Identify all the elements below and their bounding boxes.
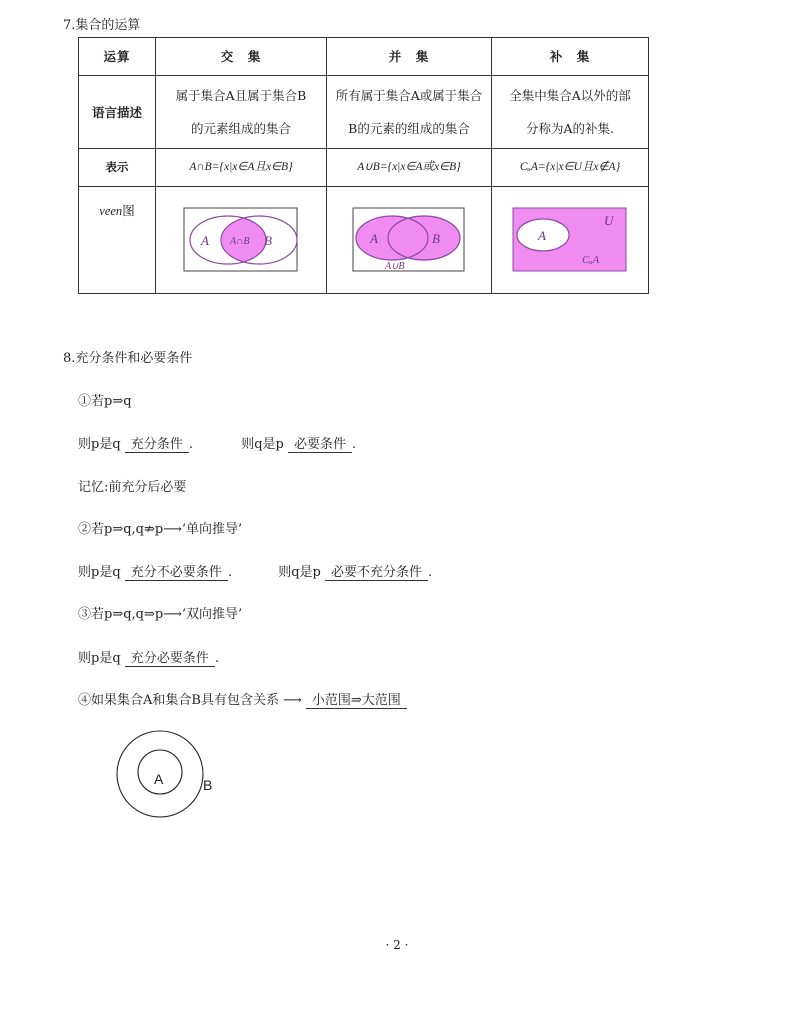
table-header-row bbox=[79, 38, 649, 76]
desc-complement-line1: 全集中集合A以外的部 bbox=[509, 88, 631, 103]
venn-union-label-b: B bbox=[432, 231, 440, 246]
venn-union-cell bbox=[327, 187, 492, 294]
row-label-venn bbox=[79, 187, 156, 294]
blank-sufficient: 充分条件 bbox=[125, 438, 189, 453]
inner-circle-label-a: A bbox=[154, 771, 164, 787]
item-4-text: ④如果集合A和集合B具有包含关系 ⟶ bbox=[78, 693, 302, 708]
section-8-title: 8.充分条件和必要条件 bbox=[63, 351, 193, 366]
line-1-prefix-b: 则q是p bbox=[241, 437, 284, 452]
blank-small-to-large: 小范围⇒大范围 bbox=[306, 694, 407, 709]
venn-intersection-label-mid: A∩B bbox=[230, 236, 250, 247]
venn-union-diagram bbox=[352, 207, 466, 273]
section-7-title: 7.集合的运算 bbox=[63, 18, 141, 33]
desc-intersection-line1: 属于集合A且属于集合B bbox=[175, 88, 307, 103]
header-union: 并 集 bbox=[327, 38, 492, 76]
desc-complement-line2: 分称为A的补集. bbox=[525, 121, 614, 136]
venn-complement-label-a: A bbox=[538, 228, 546, 243]
period-1a: . bbox=[188, 437, 193, 452]
desc-union bbox=[327, 76, 492, 149]
notation-union: A∪B={x|x∈A或x∈B} bbox=[327, 149, 492, 187]
item-3: ③若p⇒q,q⇒p⟶‘双向推导’ bbox=[78, 607, 243, 622]
table-row-description bbox=[79, 76, 649, 149]
desc-complement bbox=[492, 76, 649, 149]
venn-label-rest: 图 bbox=[122, 203, 135, 218]
period-1b: . bbox=[352, 437, 357, 452]
venn-union-label-a: A bbox=[370, 231, 378, 246]
venn-intersection-cell bbox=[156, 187, 327, 294]
desc-union-line2: B的元素的组成的集合 bbox=[348, 121, 470, 136]
line-2 bbox=[78, 561, 432, 581]
line-1-prefix-a: 则p是q bbox=[78, 437, 121, 452]
line-3 bbox=[78, 647, 219, 667]
line-3-prefix-a: 则p是q bbox=[78, 651, 121, 666]
venn-union-label-below: A∪B bbox=[385, 261, 405, 272]
memo-line: 记忆:前充分后必要 bbox=[78, 480, 187, 495]
header-complement: 补 集 bbox=[492, 38, 649, 76]
venn-complement-label-cu: CᵤA bbox=[582, 254, 600, 266]
period-2b: . bbox=[428, 565, 433, 580]
desc-intersection-line2: 的元素组成的集合 bbox=[190, 121, 291, 136]
subset-circle-diagram bbox=[112, 727, 222, 821]
venn-intersection-diagram bbox=[183, 207, 299, 273]
venn-label-italic: veen bbox=[99, 204, 123, 218]
table-row-notation bbox=[79, 149, 649, 187]
row-label-description: 语言描述 bbox=[79, 76, 156, 149]
blank-sufficient-and-necessary: 充分必要条件 bbox=[125, 652, 215, 667]
venn-intersection-label-a: A bbox=[201, 233, 209, 248]
venn-complement-diagram bbox=[512, 207, 628, 273]
notation-intersection: A∩B={x|x∈A且x∈B} bbox=[156, 149, 327, 187]
period-2a: . bbox=[227, 565, 232, 580]
set-operations-table bbox=[78, 37, 649, 294]
table-row-venn bbox=[79, 187, 649, 294]
notation-complement: CᵤA={x|x∈U且x∉A} bbox=[492, 149, 649, 187]
header-intersection: 交 集 bbox=[156, 38, 327, 76]
blank-necessary: 必要条件 bbox=[288, 438, 352, 453]
outer-circle-label-b: B bbox=[203, 777, 213, 793]
item-4 bbox=[78, 689, 407, 709]
header-operation: 运算 bbox=[79, 38, 156, 76]
blank-sufficient-not-necessary: 充分不必要条件 bbox=[125, 566, 228, 581]
period-3a: . bbox=[214, 651, 219, 666]
line-2-prefix-a: 则p是q bbox=[78, 565, 121, 580]
blank-necessary-not-sufficient: 必要不充分条件 bbox=[325, 566, 428, 581]
desc-union-line1: 所有属于集合A或属于集合 bbox=[335, 88, 483, 103]
row-label-notation: 表示 bbox=[79, 149, 156, 187]
venn-complement-label-u: U bbox=[604, 213, 614, 228]
venn-intersection-label-b: B bbox=[264, 233, 272, 248]
line-1 bbox=[78, 433, 356, 453]
page-number: · 2 · bbox=[385, 938, 409, 952]
desc-intersection bbox=[156, 76, 327, 149]
item-2: ②若p⇒q,q⇏p⟶‘单向推导’ bbox=[78, 522, 243, 537]
line-2-prefix-b: 则q是p bbox=[278, 565, 321, 580]
item-1: ①若p⇒q bbox=[78, 394, 132, 409]
venn-complement-cell bbox=[492, 187, 649, 294]
